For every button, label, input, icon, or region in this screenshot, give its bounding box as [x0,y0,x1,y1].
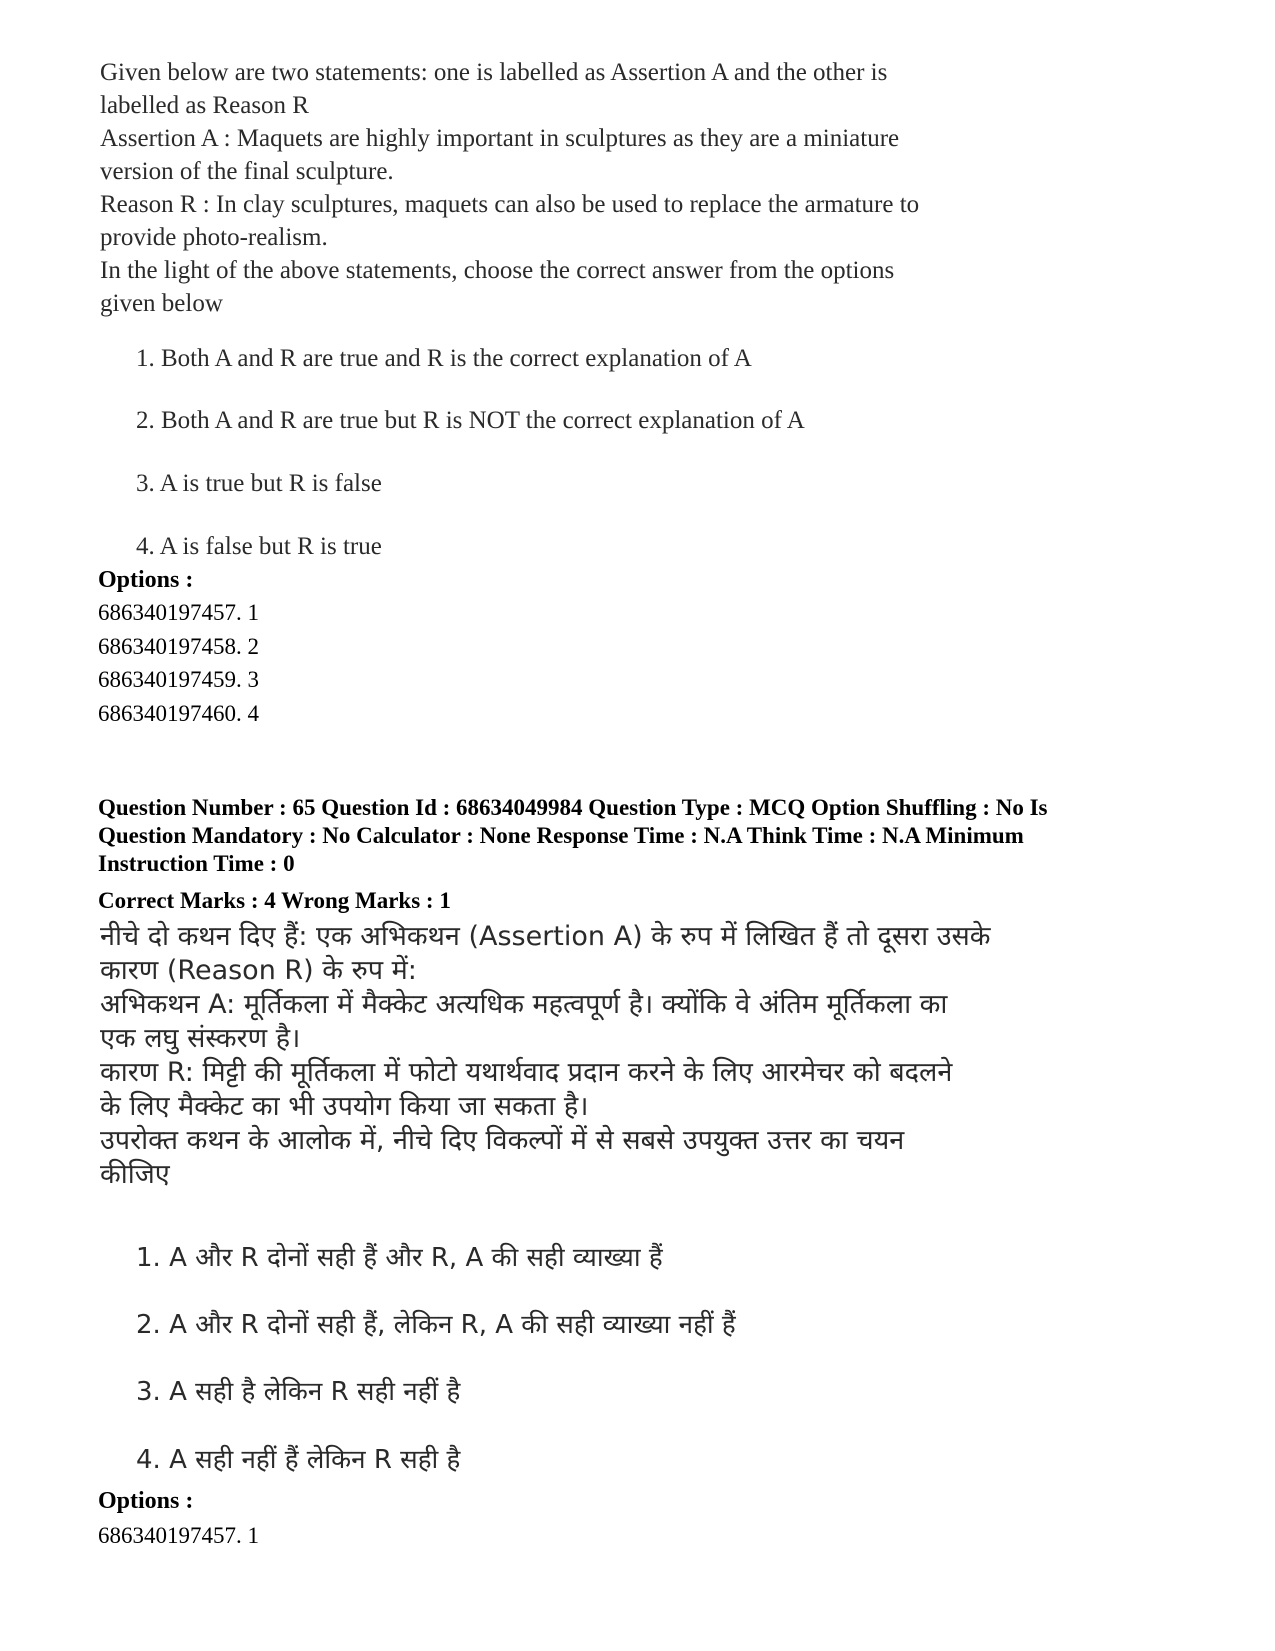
option-id: 686340197459. 3 [98,667,259,692]
option-id: 686340197460. 4 [98,701,259,726]
question-line: नीचे दो कथन दिए हैं: एक अभिकथन (Assertion A) के रुप में लिखित हैं तो दूसरा उसके [100,921,991,952]
question-line: कीजिए [100,1159,170,1190]
question-line: Given below are two statements: one is labelled as Assertion A and the other is [100,59,888,86]
options-label: Options : [98,1488,194,1514]
question-line: कारण (Reason R) के रुप में: [100,955,417,986]
option-id: 686340197457. 1 [98,600,259,625]
answer-choice: 1. Both A and R are true and R is the correct explanation of A [136,345,752,372]
meta-line: Question Mandatory : No Calculator : None Response Time : N.A Think Time : N.A Minimum [98,823,1024,848]
meta-line: Instruction Time : 0 [98,851,295,876]
question-line: provide photo-realism. [100,224,328,251]
question-line: कारण R: मिट्टी की मूर्तिकला में फोटो यथार्थवाद प्रदान करने के लिए आरमेचर को बदलने [100,1057,953,1088]
answer-choice: 4. A सही नहीं हैं लेकिन R सही है [136,1445,461,1475]
question-line: के लिए मैक्केट का भी उपयोग किया जा सकता है। [100,1091,589,1122]
question-line: In the light of the above statements, choose the correct answer from the options [100,257,895,284]
question-line: version of the final sculpture. [100,158,394,185]
question-line: Assertion A : Maquets are highly important in sculptures as they are a miniature [100,125,900,152]
answer-choice: 2. Both A and R are true but R is NOT the correct explanation of A [136,407,805,434]
meta-line: Question Number : 65 Question Id : 68634049984 Question Type : MCQ Option Shuffling : No Is [98,795,1048,820]
answer-choice: 3. A सही है लेकिन R सही नहीं है [136,1377,461,1407]
question-64-text [100,56,1030,320]
answer-choice: 3. A is true but R is false [136,470,382,497]
question-line: उपरोक्त कथन के आलोक में, नीचे दिए विकल्पों में से सबसे उपयुक्त उत्तर का चयन [100,1125,905,1156]
question-65-meta [98,794,1238,878]
answer-choice: 2. A और R दोनों सही हैं, लेकिन R, A की सही व्याख्या नहीं हैं [136,1310,736,1340]
answer-choice: 1. A और R दोनों सही हैं और R, A की सही व्याख्या हैं [136,1243,663,1273]
question-line: एक लघु संस्करण है। [100,1023,301,1054]
options-label: Options : [98,567,194,593]
option-id: 686340197457. 1 [98,1523,259,1548]
marks-line: Correct Marks : 4 Wrong Marks : 1 [98,888,451,913]
question-65-text [100,920,1040,1192]
question-line: given below [100,290,223,317]
question-line: labelled as Reason R [100,92,309,119]
question-line: अभिकथन A: मूर्तिकला में मैक्केट अत्यधिक महत्वपूर्ण है। क्योंकि वे अंतिम मूर्तिकला का [100,989,948,1020]
answer-choice: 4. A is false but R is true [136,533,382,560]
question-line: Reason R : In clay sculptures, maquets can also be used to replace the armature to [100,191,920,218]
option-id: 686340197458. 2 [98,634,259,659]
